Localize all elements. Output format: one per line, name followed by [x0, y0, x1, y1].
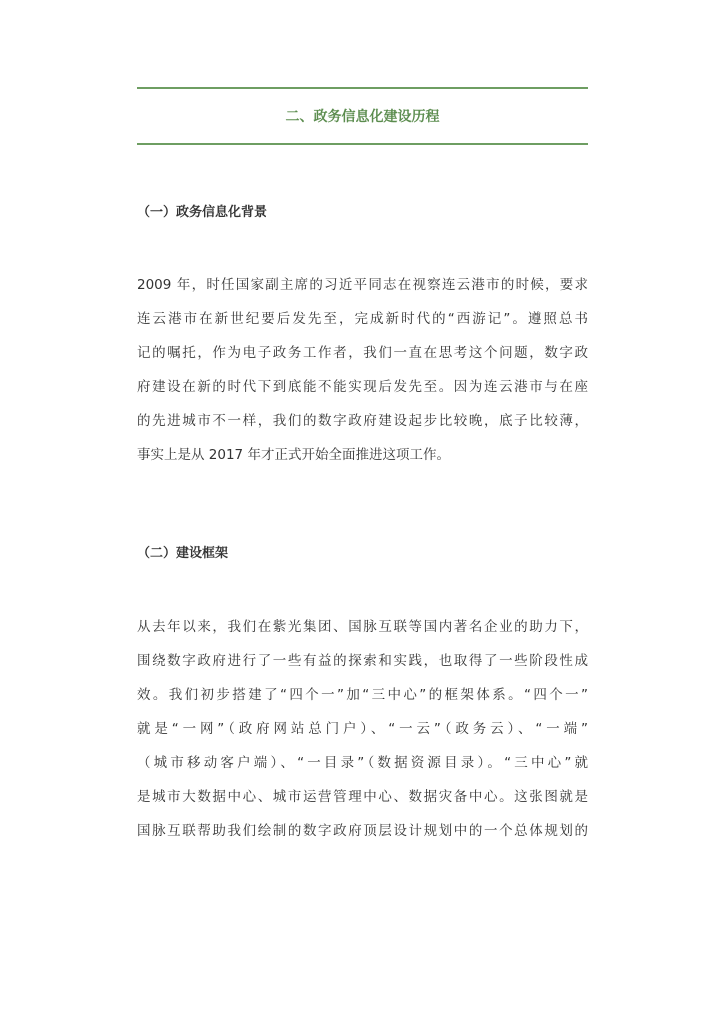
- section-title: 二、政务信息化建设历程: [285, 109, 440, 125]
- framework-paragraph: [137, 617, 588, 855]
- title-bottom-rule: [137, 143, 588, 145]
- paragraph-line: 从去年以来，我们在紫光集团、国脉互联等国内著名企业的助力下，: [137, 619, 588, 635]
- paragraph-line: 记的嘱托，作为电子政务工作者，我们一直在思考这个问题，数字政: [137, 345, 588, 361]
- paragraph-line: （城市移动客户端）、“一目录”（数据资源目录）。“三中心”就: [137, 755, 588, 771]
- paragraph-line: 围绕数字政府进行了一些有益的探索和实践，也取得了一些阶段性成: [137, 653, 588, 669]
- paragraph-line: 连云港市在新世纪要后发先至，完成新时代的“西游记”。遵照总书: [137, 311, 588, 327]
- paragraph-line: 是城市大数据中心、城市运营管理中心、数据灾备中心。这张图就是: [137, 789, 588, 805]
- paragraph-line: 府建设在新的时代下到底能不能实现后发先至。因为连云港市与在座: [137, 379, 588, 395]
- paragraph-line: 就是“一网”（政府网站总门户）、“一云”（政务云）、“一端”: [137, 721, 588, 737]
- background-paragraph: [137, 275, 588, 479]
- title-top-rule: [137, 87, 588, 89]
- framework-heading: （二）建设框架: [137, 546, 229, 561]
- paragraph-line: 效。我们初步搭建了“四个一”加“三中心”的框架体系。“四个一”: [137, 687, 588, 703]
- paragraph-line: 2009 年，时任国家副主席的习近平同志在视察连云港市的时候，要求: [137, 277, 588, 293]
- paragraph-line: 国脉互联帮助我们绘制的数字政府顶层设计规划中的一个总体规划的: [137, 823, 588, 839]
- background-heading: （一）政务信息化背景: [137, 205, 268, 220]
- paragraph-line: 事实上是从 2017 年才正式开始全面推进这项工作。: [137, 447, 450, 463]
- paragraph-line: 的先进城市不一样，我们的数字政府建设起步比较晚，底子比较薄，: [137, 413, 588, 429]
